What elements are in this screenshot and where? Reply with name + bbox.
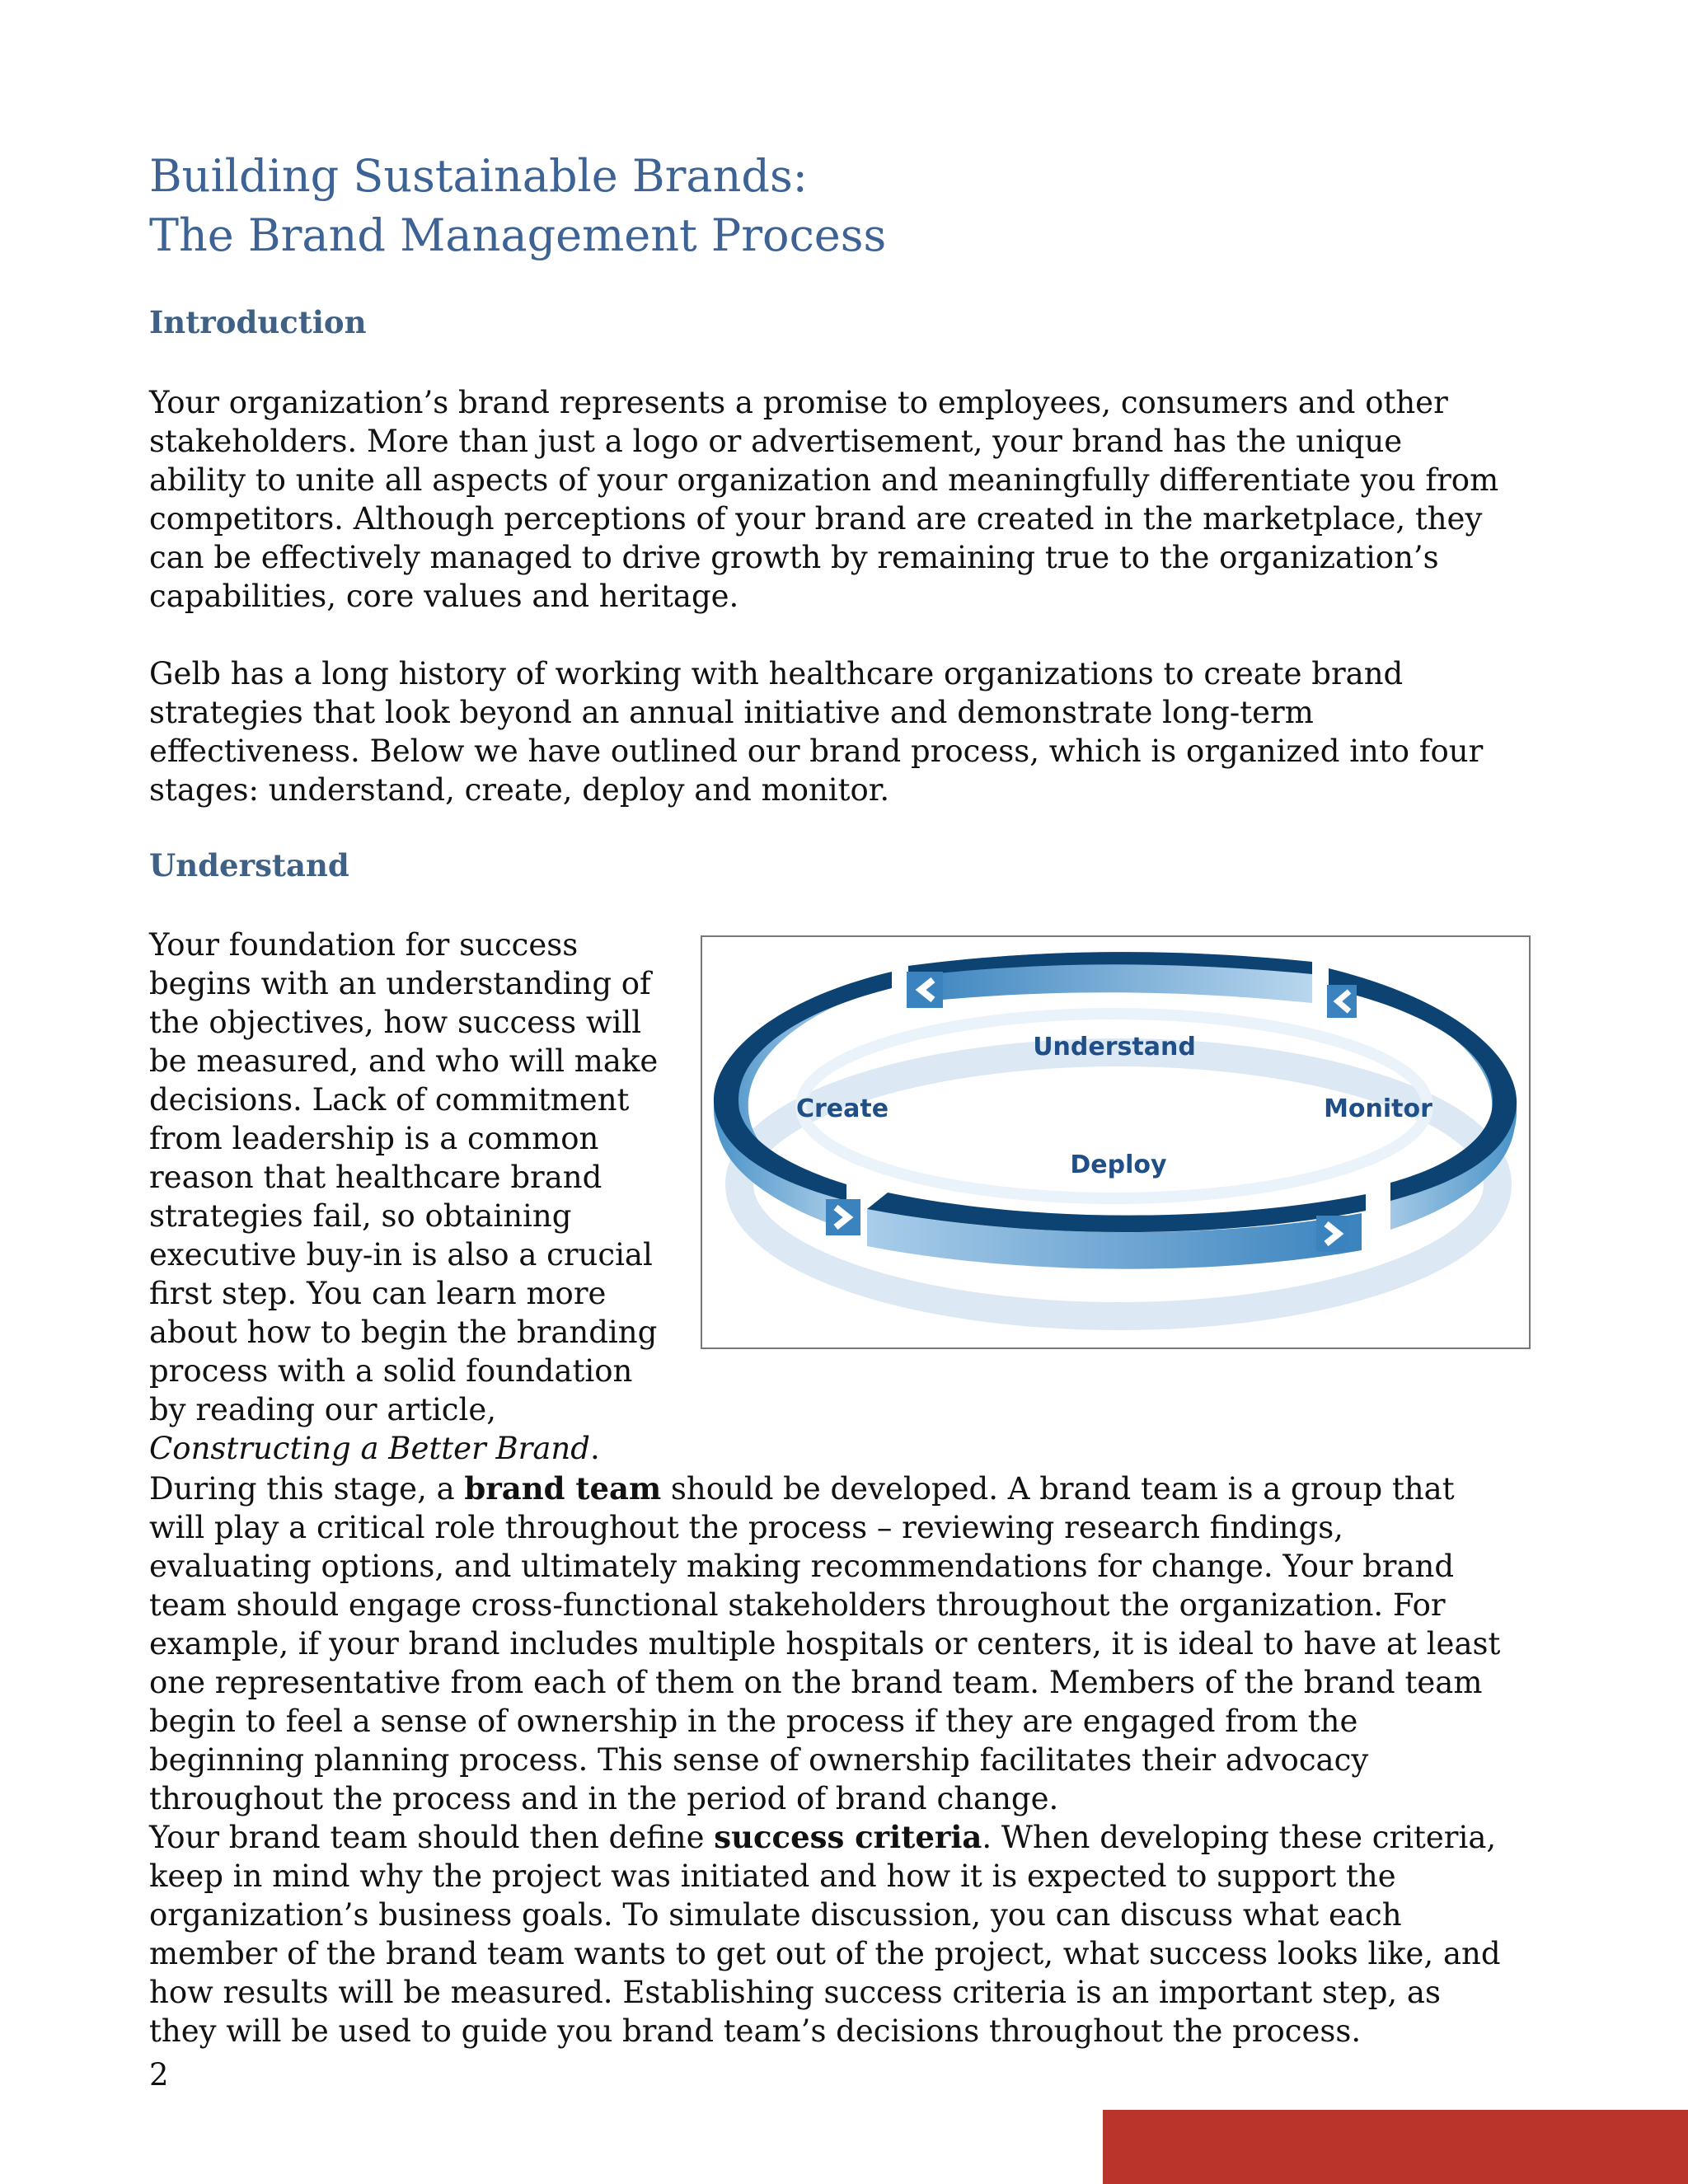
success-criteria-term: success criteria <box>714 1819 982 1855</box>
footer-red-band <box>1103 2110 1688 2184</box>
understand-heading: Understand <box>149 847 349 883</box>
label-understand: Understand <box>1033 1033 1196 1062</box>
brand-team-term: brand team <box>464 1470 662 1507</box>
understand-paragraph-2-start: During this stage, a <box>149 1471 465 1507</box>
label-create: Create <box>795 1094 889 1123</box>
title-line-2: The Brand Management Process <box>149 209 887 261</box>
brand-cycle-graphic <box>702 937 1529 1347</box>
label-monitor: Monitor <box>1324 1094 1432 1123</box>
understand-paragraph-3 <box>149 1818 1501 2050</box>
introduction-paragraph-1: Your organization’s brand represents a promise to employees, consumers and other stakeholders. More than just a logo or advertisement, your brand has the unique ability to unite all aspects of your organization and meaningfully differentiate you from competitors. Although perceptions of your brand are created in the marketplace, they can be effectively managed to drive growth by remaining true to the organization’s capabilities, core values and heritage. <box>149 385 1499 614</box>
understand-paragraph-2 <box>149 1469 1501 1818</box>
title-line-1: Building Sustainable Brands: <box>149 150 808 202</box>
deploy-arrow-block <box>1316 1216 1349 1252</box>
understand-paragraph-3-end: . When developing these criteria, keep in mind why the project was initiated and how it is expected to support the organization’s business goals. To simulate discussion, you can discuss what each member of the brand team wants to get out of the project, what success looks like, and how results will be measured. Establishing success criteria is an important step, as they will be used to guide you brand team’s decisions throughout the process. <box>149 1820 1501 2049</box>
brand-process-diagram <box>701 935 1531 1349</box>
document-title <box>149 147 886 265</box>
understand-paragraph-1 <box>149 926 677 1468</box>
introduction-paragraph-2: Gelb has a long history of working with healthcare organizations to create brand strategies that look beyond an annual initiative and demonstrate long-term effectiveness. Below we have outlined our brand process, which is organized into four stages: understand, create, deploy and monitor. <box>149 656 1484 808</box>
introduction-heading: Introduction <box>149 304 367 340</box>
label-deploy: Deploy <box>1070 1151 1167 1179</box>
understand-paragraph-3-start: Your brand team should then define <box>149 1820 715 1855</box>
understand-paragraph-2-end: should be developed. A brand team is a group that will play a critical role throughout the process – reviewing research findings, evaluating options, and ultimately making recommendations for change. Your brand team should engage cross-functional stakeholders throughout the organization. For example, if your brand includes multiple hospitals or centers, it is ideal to have at least one representative from each of them on the brand team. Members of the brand team begin to feel a sense of ownership in the process if they are engaged from the beginning planning process. This sense of ownership facilitates their advocacy throughout the process and in the period of brand change. <box>149 1471 1501 1816</box>
ring-shadow <box>739 1052 1498 1316</box>
understand-paragraph-1-text: Your foundation for success begins with an understanding of the objectives, how success will be measured, and who will make decisions. Lack of commitment from leadership is a common reason that healthcare brand strategies fail, so obtaining executive buy-in is also a crucial first step. You can learn more about how to begin the branding process with a solid foundation by reading our article, <box>149 927 659 1427</box>
understand-paragraph-1-end: . <box>589 1431 600 1466</box>
article-title-link-text: Constructing a Better Brand <box>149 1431 590 1466</box>
page-number: 2 <box>149 2057 169 2093</box>
